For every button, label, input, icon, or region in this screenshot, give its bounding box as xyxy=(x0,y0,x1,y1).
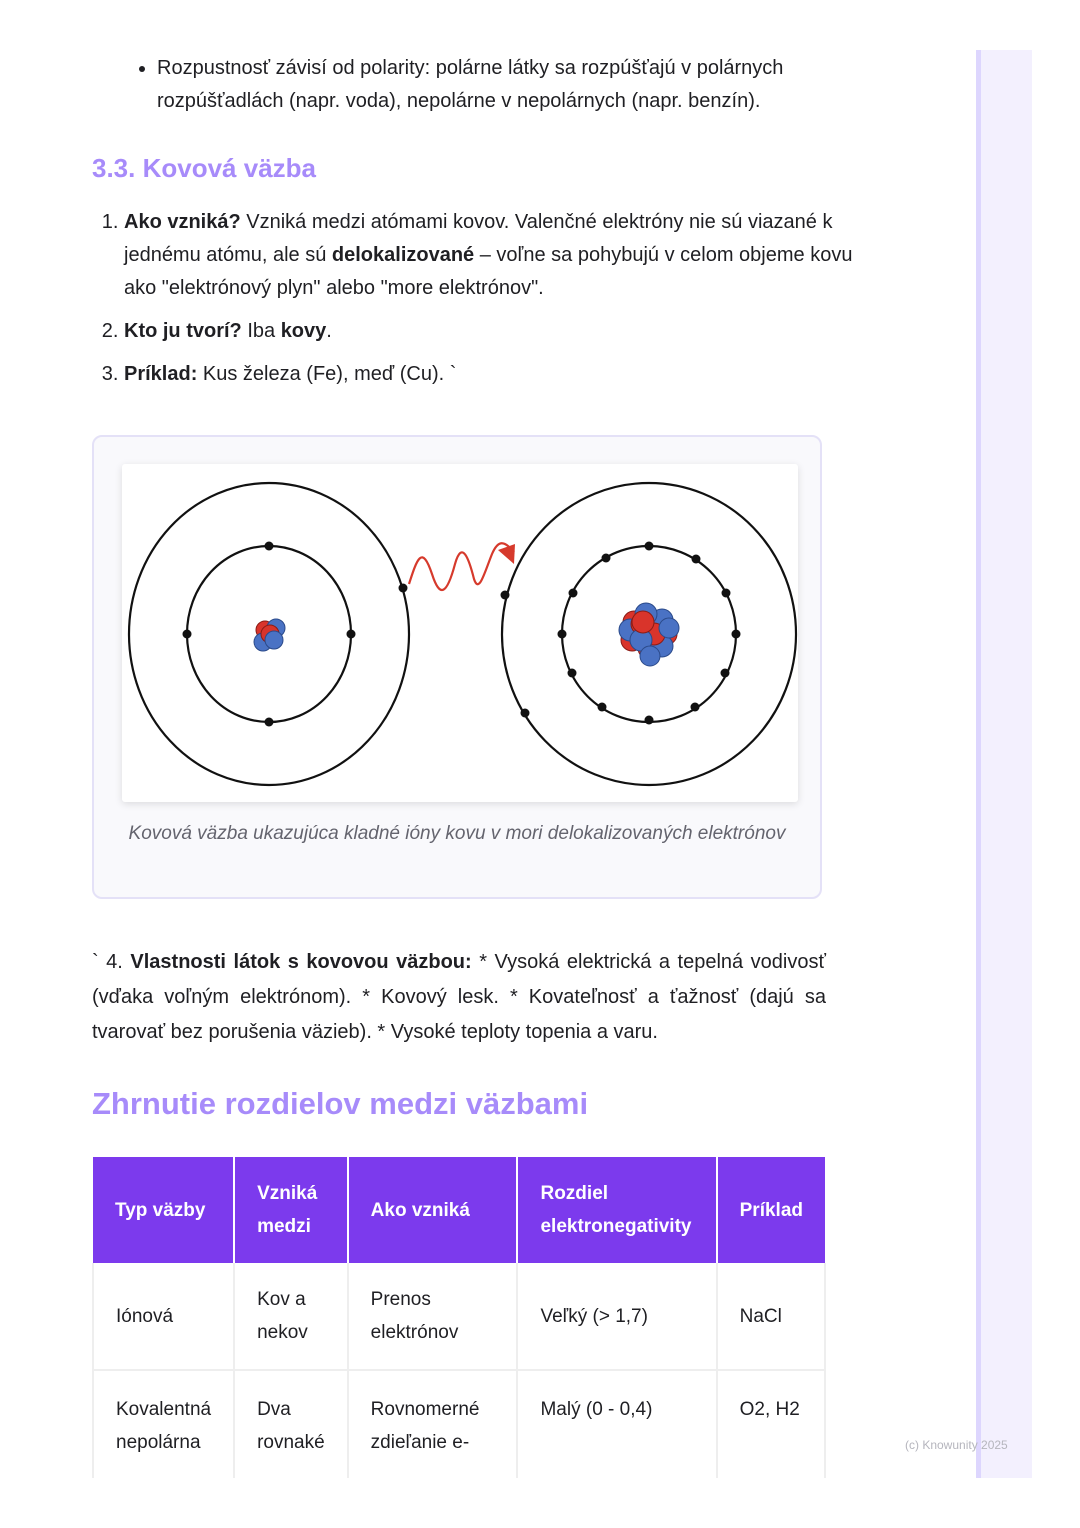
left-electrons xyxy=(183,542,408,727)
table-cell: Kovalentná nepolárna xyxy=(93,1370,234,1480)
column-header: Príklad xyxy=(717,1157,825,1263)
table-cell: Veľký (> 1,7) xyxy=(517,1263,716,1370)
figure-box xyxy=(92,435,822,899)
table-row xyxy=(93,1370,825,1480)
comparison-table xyxy=(92,1157,826,1481)
side-panel-border xyxy=(976,50,981,1478)
step-text: Iba xyxy=(241,320,281,342)
step-emphasis: delokalizované xyxy=(331,244,475,266)
column-header: Typ väzby xyxy=(93,1157,234,1263)
properties-paragraph xyxy=(92,945,826,1050)
list-item xyxy=(124,206,858,305)
step-emphasis: kovy xyxy=(280,320,327,342)
table-cell: Malý (0 - 0,4) xyxy=(517,1370,716,1480)
list-item xyxy=(124,358,858,391)
bullet-list xyxy=(130,52,847,118)
column-header: Vzniká medzi xyxy=(234,1157,348,1263)
table-cell: Kov a nekov xyxy=(234,1263,348,1370)
column-header: Ako vzniká xyxy=(348,1157,518,1263)
table-cell: Rovnomerné zdieľanie e- xyxy=(348,1370,518,1480)
table-cell: O2, H2 xyxy=(717,1370,825,1480)
properties-text: * Vysoká elektrická a tepelná vodivosť (vďaka voľným elektrónom). * Kovový lesk. * Kovateľnosť a ťažnosť (dajú sa tvarovať bez porušenia väzieb). * Vysoké teploty topenia a varu. xyxy=(92,951,826,1043)
arrowhead-icon xyxy=(498,544,515,564)
column-header: Rozdiel elektronegativity xyxy=(517,1157,716,1263)
step-text: . xyxy=(326,320,332,342)
summary-heading: Zhrnutie rozdielov medzi väzbami xyxy=(92,1086,589,1121)
table-header-row xyxy=(93,1157,825,1263)
atom-diagram xyxy=(122,464,798,802)
list-item xyxy=(124,315,858,348)
step-label: Kto ju tvorí? xyxy=(124,320,242,342)
table-cell: Iónová xyxy=(93,1263,234,1370)
step-label: Ako vzniká? xyxy=(124,211,241,233)
step-text: – voľne sa pohybujú v celom objeme kovu ako "elektrónový plyn" alebo "more elektrónov". xyxy=(124,244,853,299)
properties-prefix: ` 4. xyxy=(92,951,131,973)
atom-diagram-svg xyxy=(122,464,798,802)
list-item: • Rozpustnosť závisí od polarity: polárne látky sa rozpúšťajú v polárnych rozpúšťadlách (napr. voda), nepolárne v nepolárnych (napr. benzín). xyxy=(157,52,847,118)
table-cell: Prenos elektrónov xyxy=(348,1263,518,1370)
table-cell: Dva rovnaké xyxy=(234,1370,348,1480)
right-nucleus xyxy=(619,603,679,666)
step-text: Vzniká medzi atómami kovov. Valenčné elektróny nie sú viazané k jednému atómu, ale sú xyxy=(124,211,833,266)
table-cell: NaCl xyxy=(717,1263,825,1370)
step-text: Kus železa (Fe), meď (Cu). ` xyxy=(197,363,457,385)
table-row xyxy=(93,1263,825,1370)
numbered-list xyxy=(92,206,858,401)
copyright-footer: (c) Knowunity 2025 xyxy=(905,1438,1008,1452)
side-panel xyxy=(976,50,1032,1478)
figure-caption: Kovová väzba ukazujúca kladné ióny kovu v mori delokalizovaných elektrónov xyxy=(128,823,786,844)
page-bottom-margin xyxy=(0,1478,1080,1528)
properties-label: Vlastnosti látok s kovovou väzbou: xyxy=(130,951,472,973)
electron-transfer-arrow xyxy=(409,543,514,590)
left-nucleus xyxy=(254,619,285,651)
step-label: Príklad: xyxy=(124,363,198,385)
section-heading: 3.3. Kovová väzba xyxy=(92,153,316,183)
